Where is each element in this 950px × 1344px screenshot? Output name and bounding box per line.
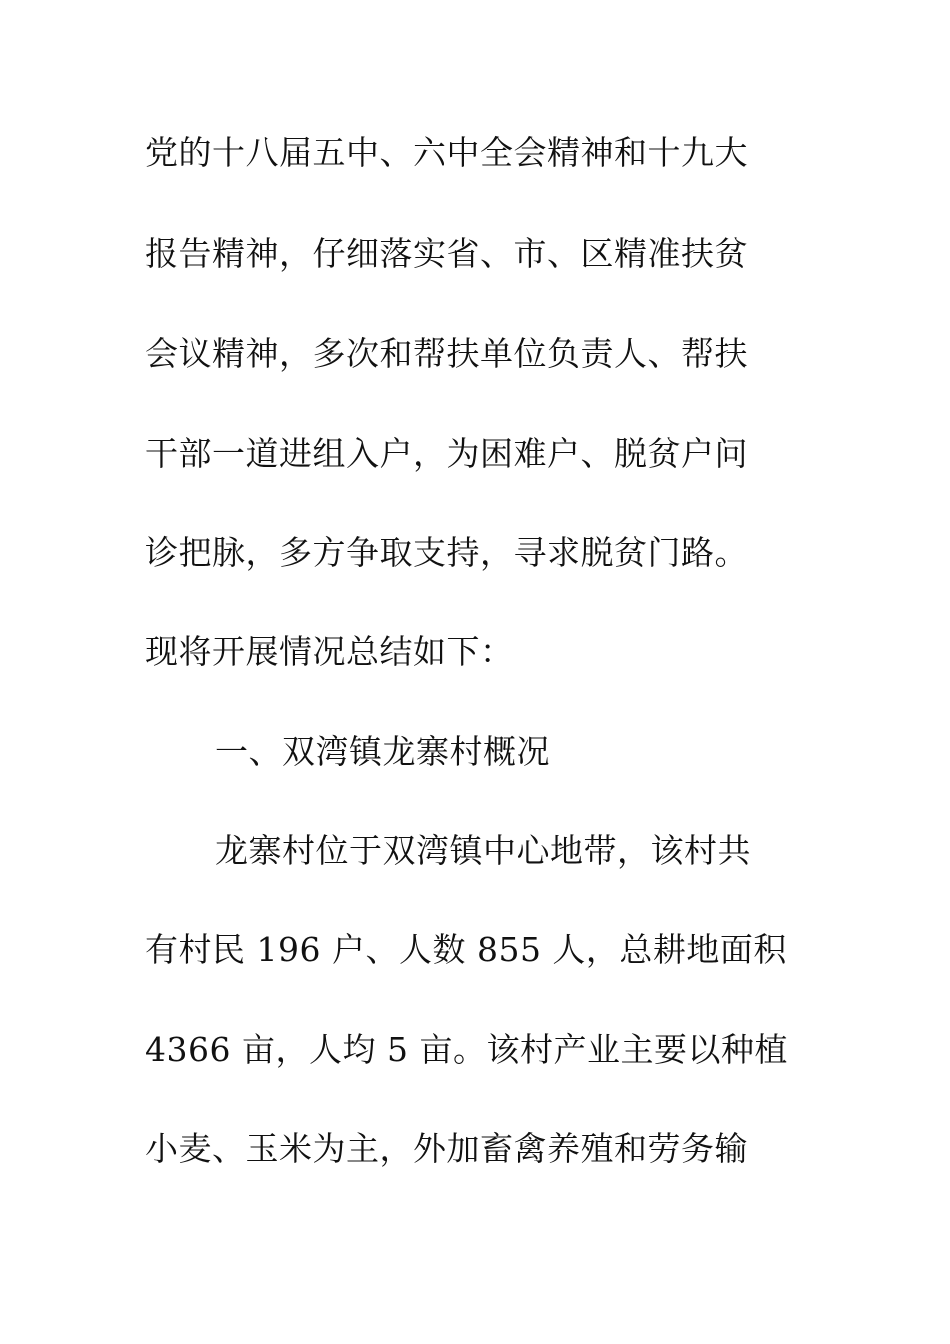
paragraph-line: 龙寨村位于双湾镇中心地带，该村共	[215, 831, 751, 870]
paragraph-line: 诊把脉，多方争取支持，寻求脱贫门路。	[145, 533, 748, 572]
paragraph-line: 干部一道进组入户，为困难户、脱贫户问	[145, 434, 748, 473]
paragraph-line: 党的十八届五中、六中全会精神和十九大	[145, 133, 748, 172]
paragraph-line: 小麦、玉米为主，外加畜禽养殖和劳务输	[145, 1129, 748, 1168]
paragraph-line: 有村民 196 户、人数 855 人，总耕地面积	[145, 930, 787, 969]
section-heading: 一、双湾镇龙寨村概况	[215, 732, 550, 771]
paragraph-line: 4366 亩，人均 5 亩。该村产业主要以种植	[145, 1030, 788, 1069]
paragraph-line: 报告精神，仔细落实省、市、区精准扶贫	[145, 234, 748, 273]
paragraph-line: 会议精神，多次和帮扶单位负责人、帮扶	[145, 334, 748, 373]
paragraph-line: 现将开展情况总结如下：	[145, 632, 514, 671]
